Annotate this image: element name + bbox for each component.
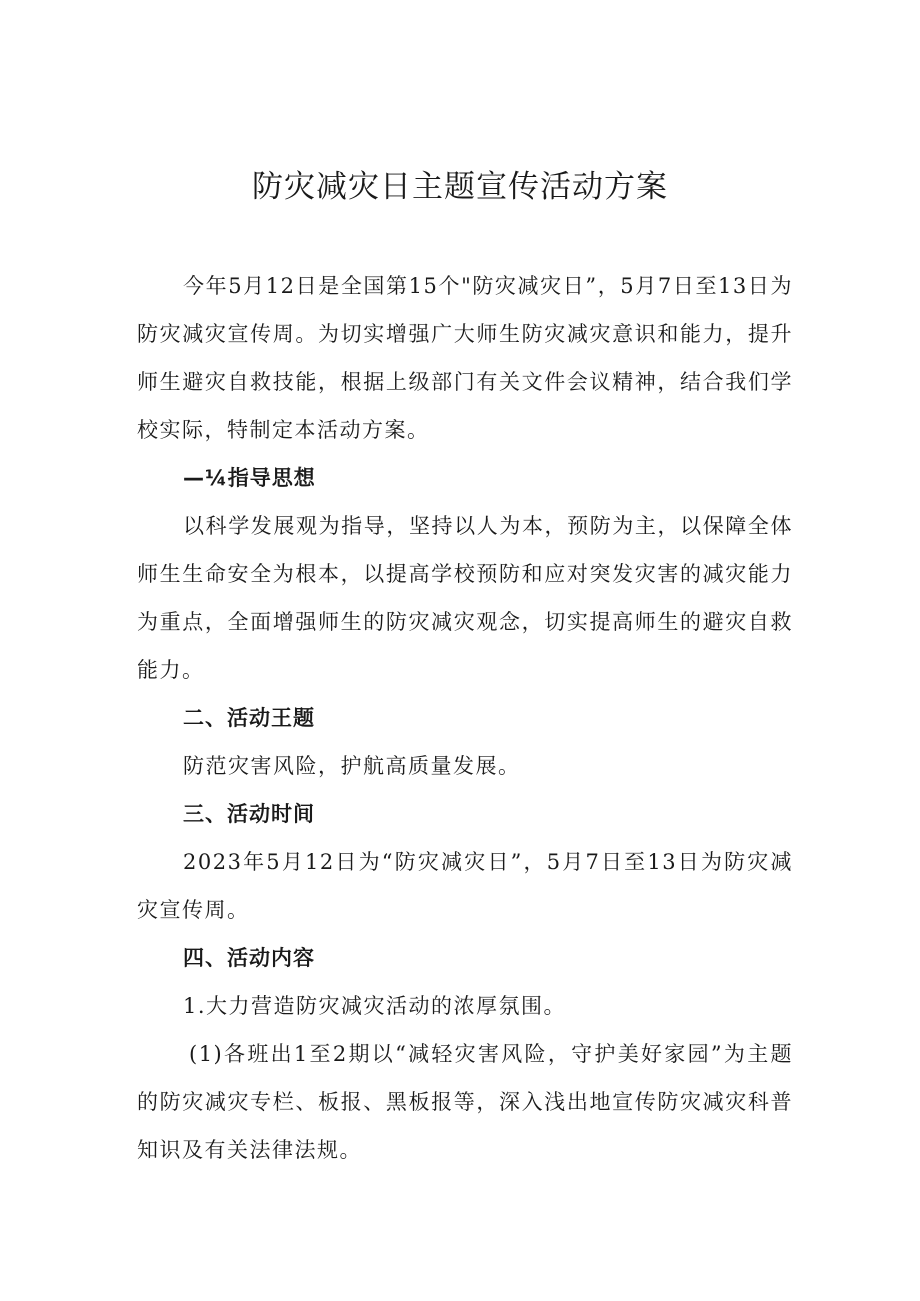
section-heading-activity-time: 三、活动时间	[183, 802, 315, 826]
document-body	[137, 262, 793, 1174]
section-heading-activity-content: 四、活动内容	[183, 946, 315, 970]
guiding-ideology-paragraph: 以科学发展观为指导，坚持以人为本，预防为主，以保障全体师生生命安全为根本，以提高学校预防和应对突发灾害的减灾能力为重点，全面增强师生的防灾减灾观念，切实提高师生的避灾自救能力。	[137, 514, 793, 682]
activity-content-item-1-1: (1)各班出1至2期以“减轻灾害风险，守护美好家园”为主题的防灾减灾专栏、板报、黑板报等，深入浅出地宣传防灾减灾科普知识及有关法律法规。	[137, 1042, 793, 1162]
activity-theme-paragraph: 防范灾害风险，护航高质量发展。	[183, 754, 521, 778]
intro-paragraph: 今年5月12日是全国第15个"防灾减灾日”，5月7日至13日为防灾减灾宣传周。为切实增强广大师生防灾减灾意识和能力，提升师生避灾自救技能，根据上级部门有关文件会议精神，结合我们学校实际，特制定本活动方案。	[137, 274, 793, 442]
activity-time-paragraph: 2023年5月12日为“防灾减灾日”，5月7日至13日为防灾减灾宣传周。	[137, 850, 793, 922]
section-heading-guiding-ideology: —¼指导思想	[183, 466, 316, 490]
activity-content-item-1: 1.大力营造防灾减灾活动的浓厚氛围。	[183, 994, 567, 1018]
section-heading-activity-theme: 二、活动王题	[183, 706, 315, 730]
document-title: 防灾减灾日主题宣传活动方案	[252, 169, 668, 205]
